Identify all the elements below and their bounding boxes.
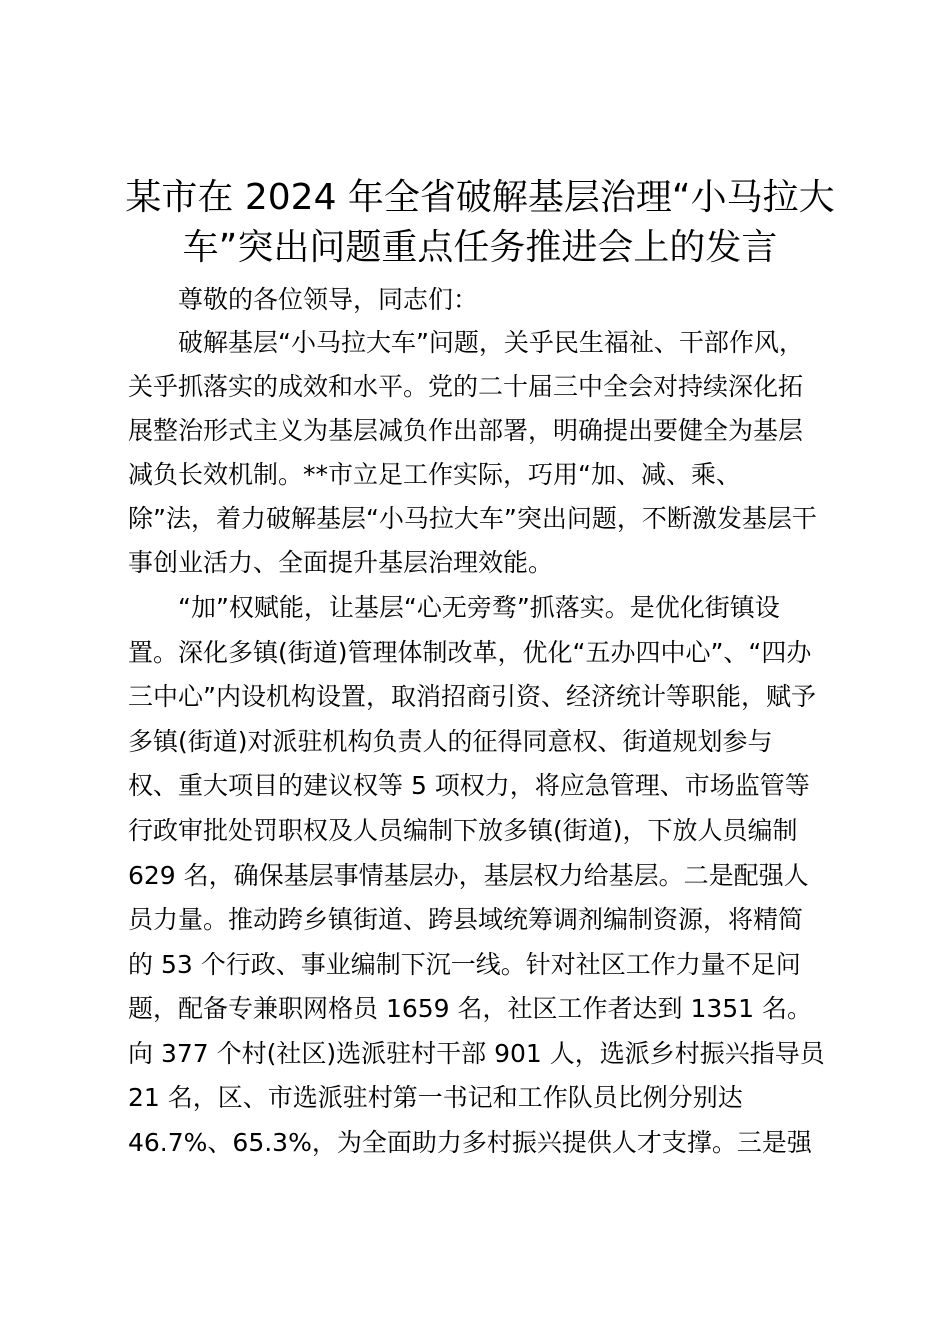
paragraph-line: 事创业活力、全面提升基层治理效能。 <box>128 548 554 577</box>
paragraph-line: 除”法，着力破解基层“小马拉大车”突出问题，不断激发基层干 <box>128 504 817 533</box>
paragraph-line: 629 名，确保基层事情基层办，基层权力给基层。二是配强人 <box>128 861 809 890</box>
paragraph-line: 向 377 个村(社区)选派驻村干部 901 人，选派乡村振兴指导员 <box>128 1039 825 1068</box>
paragraph-line: 关乎抓落实的成效和水平。党的二十届三中全会对持续深化拓 <box>128 372 804 401</box>
paragraph-line: 21 名，区、市选派驻村第一书记和工作队员比例分别达 <box>128 1083 743 1112</box>
paragraph-line: 破解基层“小马拉大车”问题，关乎民生福祉、干部作风， <box>178 328 804 357</box>
paragraph-line: 置。深化多镇(街道)管理体制改革，优化“五办四中心”、“四办 <box>128 638 812 667</box>
paragraph-line: “加”权赋能，让基层“心无旁骛”抓落实。是优化街镇设 <box>178 593 780 622</box>
document-title-line-1: 某市在 2024 年全省破解基层治理“小马拉大 <box>125 177 835 218</box>
paragraph-line: 多镇(街道)对派驻机构负责人的征得同意权、街道规划参与 <box>128 727 773 756</box>
paragraph-line: 题，配备专兼职网格员 1659 名，社区工作者达到 1351 名。 <box>128 994 813 1023</box>
salutation: 尊敬的各位领导，同志们： <box>178 285 479 314</box>
document-title-line-2: 车”突出问题重点任务推进会上的发言 <box>182 227 778 268</box>
paragraph-line: 的 53 个行政、事业编制下沉一线。针对社区工作力量不足问 <box>128 950 801 979</box>
paragraph-line: 展整治形式主义为基层减负作出部署，明确提出要健全为基层 <box>128 416 804 445</box>
paragraph-line: 员力量。推动跨乡镇街道、跨县域统筹调剂编制资源，将精简 <box>128 905 804 934</box>
paragraph-line: 46.7%、65.3%，为全面助力多村振兴提供人才支撑。三是强 <box>128 1128 812 1157</box>
paragraph-line: 减负长效机制。**市立足工作实际，巧用“加、减、乘、 <box>128 460 741 489</box>
paragraph-line: 权、重大项目的建议权等 5 项权力，将应急管理、市场监管等 <box>128 771 810 800</box>
paragraph-line: 行政审批处罚职权及人员编制下放多镇(街道)，下放人员编制 <box>128 816 798 845</box>
paragraph-line: 三中心”内设机构设置，取消招商引资、经济统计等职能，赋予 <box>128 682 816 711</box>
